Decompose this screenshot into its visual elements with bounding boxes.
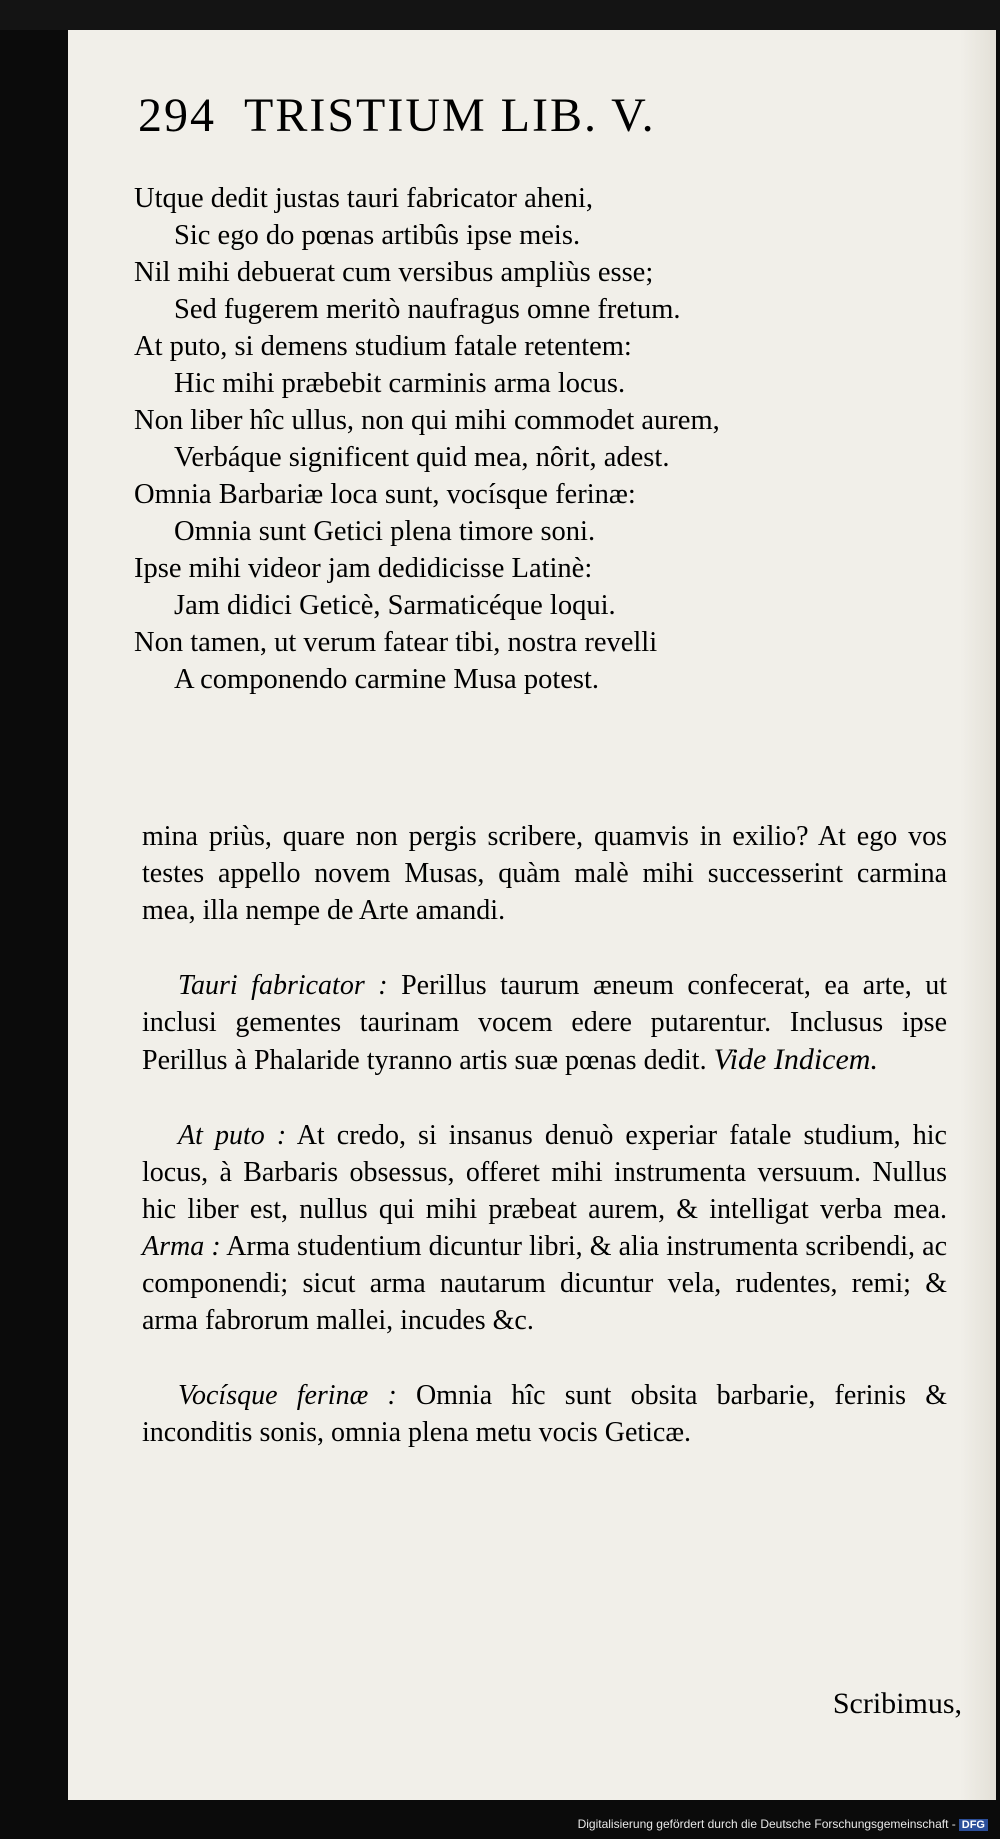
verse-line: Jam didici Geticè, Sarmaticéque loqui.: [174, 590, 616, 621]
commentary-paragraph: [142, 1117, 947, 1339]
commentary-paragraph: [142, 967, 947, 1079]
running-header: [138, 88, 838, 143]
verse-line: At puto, si demens studium fatale retentem:: [134, 331, 632, 362]
lemma-vocisque-ferinae: Vocísque ferinæ :: [178, 1380, 397, 1411]
running-title: TRISTIUM LIB. V.: [244, 89, 656, 142]
verse-line: Sed fugerem meritò naufragus omne fretum.: [174, 294, 681, 325]
verse-line: Nil mihi debuerat cum versibus ampliùs esse;: [134, 257, 654, 288]
lemma-arma: Arma :: [142, 1231, 221, 1262]
lemma-at-puto: At puto :: [178, 1120, 287, 1151]
verse-line: Non liber hîc ullus, non qui mihi commodet aurem,: [134, 405, 720, 436]
commentary-text: At credo, si insanus denuò experiar fatale studium, hic locus, à Barbaris obsessus, offeret mihi instrumenta versuum. Nullus hic liber est, nullus qui mihi præbeat aurem, & intelligat verba mea.: [142, 1120, 947, 1225]
commentary-text: Omnia hîc sunt obsita barbarie, ferinis & inconditis sonis, omnia plena metu vocis Geticæ.: [142, 1380, 947, 1448]
lemma-tauri-fabricator: Tauri fabricator :: [178, 970, 388, 1001]
verse-line: Hic mihi præbebit carminis arma locus.: [174, 368, 626, 399]
verse-line: A componendo carmine Musa potest.: [174, 664, 600, 695]
verse-line: Utque dedit justas tauri fabricator aheni,: [134, 183, 594, 214]
page-number: 294: [138, 89, 216, 142]
commentary-paragraph: [142, 1377, 947, 1451]
verse-line: Omnia Barbariæ loca sunt, vocísque ferinæ:: [134, 479, 636, 510]
digitization-footer: [578, 1817, 988, 1831]
page-gutter-shadow: [960, 30, 996, 1800]
commentary-text: Perillus taurum æneum confecerat, ea arte, ut inclusi gementes taurinam vocem edere putarentur. Inclusus ipse Perillus à Phalaride tyranno artis suæ pœnas dedit.: [142, 970, 948, 1076]
commentary-text: Arma studentium dicuntur libri, & alia instrumenta scribendi, ac componendi; sicut arma nautarum dicuntur vela, rudentes, remi; & arma fabrorum mallei, incudes &c.: [142, 1231, 947, 1336]
verse-line: Omnia sunt Getici plena timore soni.: [174, 516, 596, 547]
scan-border-top: [0, 0, 1000, 30]
commentary-text: mina priùs, quare non pergis scribere, quamvis in exilio? At ego vos testes appello novem Musas, quàm malè mihi successerint carmina mea, illa nempe de Arte amandi.: [142, 821, 947, 926]
funding-credit: Digitalisierung gefördert durch die Deutsche Forschungsgemeinschaft -: [577, 1817, 956, 1831]
commentary-block: [142, 818, 947, 1489]
verse-line: Ipse mihi videor jam dedidicisse Latinè:: [134, 553, 593, 584]
cross-reference: Vide Indicem.: [713, 1043, 878, 1076]
verse-line: Non tamen, ut verum fatear tibi, nostra revelli: [134, 627, 658, 658]
dfg-logo: DFG: [959, 1819, 988, 1831]
verse-line: Verbáque significent quid mea, nôrit, adest.: [174, 442, 670, 473]
commentary-paragraph: [142, 818, 947, 929]
catchword: Scribimus,: [832, 1687, 962, 1720]
verse-block: [134, 180, 934, 698]
verse-line: Sic ego do pœnas artibûs ipse meis.: [174, 220, 581, 251]
